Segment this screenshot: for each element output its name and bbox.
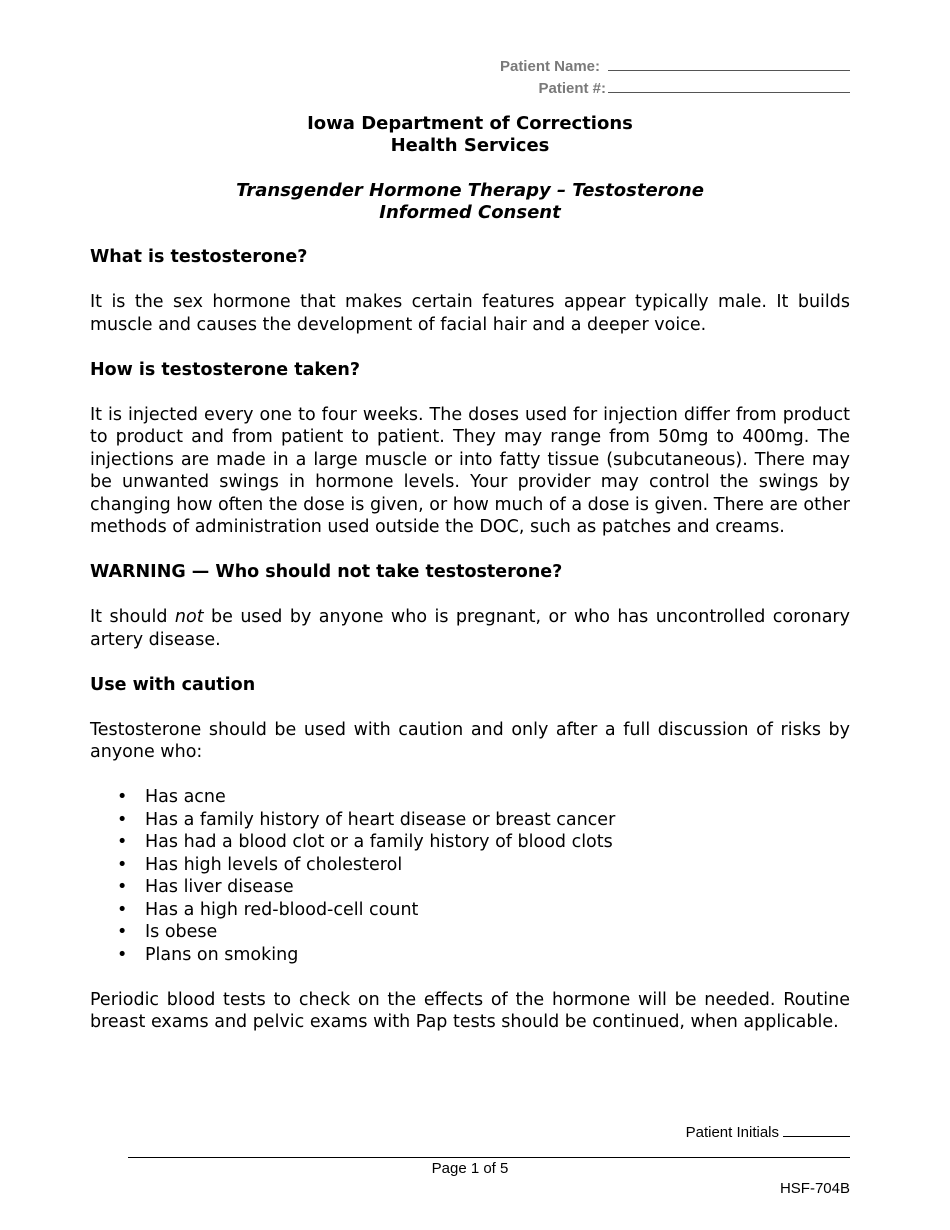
list-item xyxy=(117,944,850,967)
bullet-icon: • xyxy=(117,944,128,965)
document-title xyxy=(0,180,940,224)
list-item xyxy=(117,831,850,854)
list-item xyxy=(117,876,850,899)
bullet-icon: • xyxy=(117,832,128,852)
list-item-text: Has liver disease xyxy=(145,877,294,897)
patient-initials-blank[interactable] xyxy=(783,1123,850,1137)
org-name: Iowa Department of Corrections xyxy=(307,113,633,134)
patient-number-label: Patient #: xyxy=(538,80,606,97)
list-item-text: Has high levels of cholesterol xyxy=(145,854,403,875)
section-body-how: It is injected every one to four weeks. The doses used for injection differ from product to product and from patient to patient. They may range from 50mg to 400mg. The injections are made in a large muscle or into fatty tissue (subcutaneous). There may be unwanted swings in hormone levels. Your provider may control the swings by changing how often the dose is given, or how much of a dose is given. There are other methods of administration used outside the DOC, such as patches and creams. xyxy=(90,404,850,537)
patient-info-block xyxy=(500,56,850,100)
list-item xyxy=(117,899,850,922)
list-item-text: Is obese xyxy=(145,922,218,942)
patient-initials-row xyxy=(686,1123,850,1141)
list-item xyxy=(117,921,850,944)
patient-number-blank[interactable] xyxy=(608,78,850,93)
patient-name-row xyxy=(500,56,850,78)
document-title-line2: Informed Consent xyxy=(379,202,561,223)
list-item-text: Plans on smoking xyxy=(145,944,299,965)
warning-text-after: be used by anyone who is pregnant, or who has uncontrolled coronary artery disease. xyxy=(90,607,850,650)
patient-initials-label: Patient Initials xyxy=(685,1124,779,1141)
document-title-line1: Transgender Hormone Therapy – Testosterone xyxy=(236,180,704,201)
section-closing-caution: Periodic blood tests to check on the effects of the hormone will be needed. Routine breast exams and pelvic exams with Pap tests should be continued, when applicable. xyxy=(90,989,850,1032)
list-item xyxy=(117,809,850,832)
page-number: Page 1 of 5 xyxy=(431,1160,509,1177)
bullet-icon: • xyxy=(117,854,128,875)
patient-number-row xyxy=(500,78,850,100)
warning-text-before: It should xyxy=(90,607,175,627)
section-heading-what: What is testosterone? xyxy=(90,247,308,267)
list-item xyxy=(117,854,850,877)
bullet-icon: • xyxy=(117,899,128,920)
patient-name-label: Patient Name: xyxy=(499,58,600,75)
list-item-text: Has acne xyxy=(145,787,226,807)
bullet-icon: • xyxy=(117,787,128,807)
org-division: Health Services xyxy=(390,135,550,156)
form-code: HSF-704B xyxy=(779,1180,850,1197)
list-item-text: Has a family history of heart disease or breast cancer xyxy=(145,809,616,830)
warning-emphasis: not xyxy=(174,607,204,627)
list-item-text: Has had a blood clot or a family history of blood clots xyxy=(145,832,613,852)
bullet-icon: • xyxy=(117,922,128,942)
caution-list xyxy=(90,786,850,966)
patient-name-blank[interactable] xyxy=(608,56,850,71)
section-intro-caution: Testosterone should be used with caution and only after a full discussion of risks by anyone who: xyxy=(90,719,850,762)
organization-title xyxy=(0,113,940,157)
list-item-text: Has a high red-blood-cell count xyxy=(145,899,419,920)
section-heading-caution: Use with caution xyxy=(90,674,256,695)
bullet-icon: • xyxy=(117,877,128,897)
section-heading-warning: WARNING — Who should not take testosterone? xyxy=(90,562,563,582)
footer-divider xyxy=(128,1157,850,1158)
list-item xyxy=(117,786,850,809)
section-heading-how: How is testosterone taken? xyxy=(90,359,361,380)
document-body xyxy=(90,246,850,1056)
section-body-warning xyxy=(90,606,850,651)
bullet-icon: • xyxy=(117,809,128,830)
section-body-what: It is the sex hormone that makes certain features appear typically male. It builds muscle and causes the development of facial hair and a deeper voice. xyxy=(90,292,850,335)
